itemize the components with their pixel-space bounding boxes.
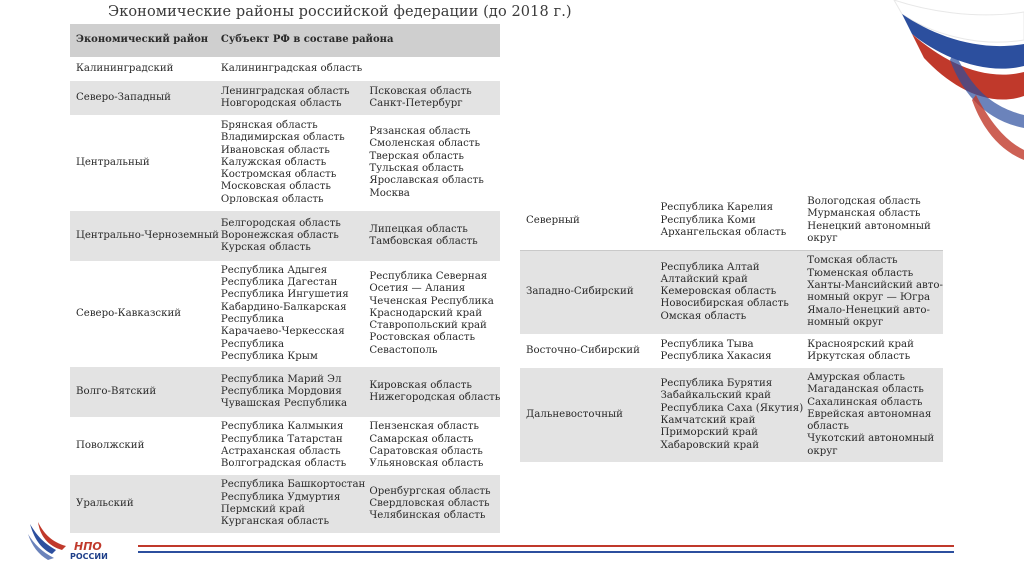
subject-name: Республика Алтай bbox=[660, 261, 760, 273]
left-table-body bbox=[70, 57, 500, 533]
subject-name: Республика Коми bbox=[660, 214, 756, 226]
subject-name: Кировская область bbox=[369, 379, 472, 391]
subject-name: Ленинградская область bbox=[220, 85, 350, 97]
subject-name: Тюменская область bbox=[807, 267, 914, 279]
region-subjects-b bbox=[365, 261, 500, 367]
region-name: Центрально-Черноземный bbox=[70, 211, 219, 261]
subject-name: Тверская область bbox=[369, 150, 464, 162]
region-name: Центральный bbox=[76, 156, 150, 168]
flag-ribbon-icon bbox=[854, 0, 1024, 170]
subject-name: округ bbox=[807, 445, 838, 457]
subject-name: Астраханская область bbox=[220, 446, 341, 457]
region-row bbox=[520, 368, 943, 462]
subject-name: Республика Калмыкия bbox=[220, 421, 344, 433]
subject-name: Республика Крым bbox=[220, 350, 318, 362]
region-name: Уральский bbox=[70, 475, 219, 533]
subject-name: Забайкальский край bbox=[660, 390, 771, 402]
subject-name: Орловская область bbox=[220, 193, 324, 205]
region-subjects-b bbox=[365, 367, 500, 417]
subject-name: Псковская область bbox=[369, 85, 472, 97]
subject-name: Ярославская область bbox=[369, 175, 484, 187]
subject-name: Амурская область bbox=[807, 371, 905, 383]
subject-name: Мурманская область bbox=[807, 208, 921, 220]
subject-name: Калининградская область bbox=[220, 62, 363, 74]
subject-name: Омская область bbox=[660, 310, 747, 322]
region-row bbox=[520, 250, 943, 334]
region-row bbox=[70, 115, 500, 211]
subject-name: Республика Марий Эл bbox=[220, 373, 342, 385]
subject-name: Республика Удмуртия bbox=[220, 491, 341, 503]
region-subjects-a bbox=[219, 261, 365, 367]
subject-name: Калужская область bbox=[220, 156, 327, 168]
subject-name: Республика Северная bbox=[369, 270, 488, 282]
region-subjects-a bbox=[219, 417, 365, 475]
region-name: Северный bbox=[526, 214, 580, 226]
region-name: Калининградский bbox=[76, 62, 174, 74]
region-name: Западно-Сибирский bbox=[520, 250, 658, 334]
subject-name: Рязанская область bbox=[369, 126, 471, 138]
subject-name: Сахалинская область bbox=[807, 396, 923, 408]
subject-name: Республика bbox=[220, 338, 285, 350]
subject-name: Чукотский автономный bbox=[807, 433, 935, 445]
region-subjects-a bbox=[219, 475, 365, 533]
region-subjects-a bbox=[219, 81, 365, 115]
region-name: Поволжский bbox=[76, 439, 145, 451]
subject-name: Республика Бурятия bbox=[660, 378, 773, 390]
subject-name: Смоленская область bbox=[369, 138, 481, 150]
subject-name: Челябинская область bbox=[369, 510, 486, 522]
subject-name: Свердловская область bbox=[369, 497, 490, 509]
subject-name: Тульская область bbox=[369, 163, 464, 174]
subject-name: номный округ — Югра bbox=[807, 292, 931, 304]
subject-name: Москва bbox=[369, 187, 410, 199]
region-name: Северо-Западный bbox=[70, 81, 219, 115]
subject-name: Республика Татарстан bbox=[220, 433, 343, 445]
subject-name: Кабардино-Балкарская bbox=[220, 301, 347, 313]
subject-name: Нижегородская область bbox=[369, 392, 501, 403]
subject-name: Алтайский край bbox=[660, 273, 748, 285]
subject-name: Брянская область bbox=[220, 119, 318, 131]
subject-name: Пензенская область bbox=[369, 421, 479, 433]
region-row bbox=[70, 211, 500, 261]
subject-name: Республика Башкортостан bbox=[220, 479, 366, 491]
subject-name: Костромская область bbox=[220, 169, 337, 181]
subject-name: Тамбовская область bbox=[369, 236, 478, 247]
subject-name: Воронежская область bbox=[220, 229, 339, 241]
subject-name: Санкт-Петербург bbox=[369, 98, 463, 109]
subject-name: Ульяновская область bbox=[369, 458, 484, 470]
subject-name: Иркутская область bbox=[807, 351, 911, 362]
region-row bbox=[70, 261, 500, 367]
subject-name: Осетия — Алания bbox=[369, 283, 466, 295]
subject-name: Курская область bbox=[220, 242, 311, 254]
subject-name: Приморский край bbox=[660, 427, 758, 439]
subject-name: Ямало-Ненецкий авто- bbox=[807, 304, 930, 316]
region-name: Дальневосточный bbox=[520, 368, 658, 462]
subject-name: область bbox=[807, 421, 849, 433]
region-subjects-b bbox=[803, 192, 943, 250]
subject-name: Владимирская область bbox=[220, 132, 345, 144]
subject-name: Еврейская автономная bbox=[807, 408, 932, 420]
subject-name: Республика bbox=[220, 314, 285, 325]
regions-table-left bbox=[70, 24, 500, 533]
subject-name: Ивановская область bbox=[220, 144, 330, 156]
subject-name: Кемеровская область bbox=[660, 286, 777, 298]
subject-name: Ханты-Мансийский авто- bbox=[807, 279, 943, 291]
subject-name: Республика Дагестан bbox=[220, 277, 338, 289]
subject-name: Ставропольский край bbox=[369, 320, 487, 332]
subject-name: Карачаево-Черкесская bbox=[220, 326, 345, 338]
region-subjects-a bbox=[658, 250, 803, 334]
region-subjects-a bbox=[219, 211, 365, 261]
subject-name: Курганская область bbox=[220, 516, 329, 528]
region-subjects-b bbox=[365, 115, 500, 211]
logo-text-russia: РОССИИ bbox=[70, 552, 108, 561]
region-row bbox=[70, 475, 500, 533]
subject-name: Архангельская область bbox=[660, 226, 787, 238]
subject-name: Волгоградская область bbox=[220, 458, 347, 470]
region-subjects-b bbox=[803, 334, 943, 368]
footer-blue-line bbox=[138, 551, 954, 553]
region-subjects-b bbox=[365, 57, 500, 81]
region-subjects-b bbox=[365, 81, 500, 115]
table-header-row bbox=[70, 24, 500, 57]
subject-name: Липецкая область bbox=[369, 223, 468, 235]
region-row bbox=[70, 367, 500, 417]
region-subjects-a bbox=[658, 192, 803, 250]
region-subjects-b bbox=[365, 475, 500, 533]
right-table-body bbox=[520, 192, 943, 462]
subject-name: Оренбургская область bbox=[369, 485, 491, 497]
region-subjects-a bbox=[219, 57, 365, 81]
region-row bbox=[70, 417, 500, 475]
region-row bbox=[70, 81, 500, 115]
subject-name: Самарская область bbox=[369, 433, 474, 445]
subject-name: Краснодарский край bbox=[369, 307, 482, 319]
region-subjects-b bbox=[365, 211, 500, 261]
header-subjects: Субъект РФ в составе района bbox=[219, 24, 500, 57]
table-title: Экономические районы российской федерации (до 2018 г.) bbox=[108, 4, 572, 20]
subject-name: Магаданская область bbox=[807, 384, 924, 396]
region-subjects-b bbox=[365, 417, 500, 475]
region-row bbox=[520, 192, 943, 250]
subject-name: Красноярский край bbox=[807, 338, 914, 350]
region-subjects-b bbox=[803, 368, 943, 462]
region-subjects-a bbox=[658, 334, 803, 368]
region-subjects-a bbox=[219, 367, 365, 417]
subject-name: Республика Мордовия bbox=[220, 385, 342, 397]
subject-name: Саратовская область bbox=[369, 446, 483, 457]
regions-table-right bbox=[520, 192, 943, 462]
subject-name: Ненецкий автономный bbox=[807, 220, 931, 232]
region-name: Волго-Вятский bbox=[70, 367, 219, 417]
logo-text-npo: НПО bbox=[74, 540, 102, 553]
subject-name: Республика Карелия bbox=[660, 202, 774, 214]
subject-name: Чувашская Республика bbox=[220, 398, 348, 410]
subject-name: Пермский край bbox=[220, 504, 305, 515]
subject-name: Вологодская область bbox=[807, 196, 921, 208]
subject-name: Московская область bbox=[220, 181, 331, 193]
region-subjects-b bbox=[803, 250, 943, 334]
subject-name: округ bbox=[807, 233, 838, 245]
subject-name: Хабаровский край bbox=[660, 439, 760, 451]
subject-name: Республика Саха (Якутия) bbox=[660, 402, 804, 414]
subject-name: Новгородская область bbox=[220, 98, 342, 109]
subject-name: номный округ bbox=[807, 316, 884, 328]
region-name: Северо-Кавказский bbox=[76, 307, 182, 319]
subject-name: Республика Ингушетия bbox=[220, 289, 349, 301]
subject-name: Республика Тыва bbox=[660, 338, 754, 350]
region-name: Восточно-Сибирский bbox=[526, 344, 640, 356]
region-row bbox=[70, 57, 500, 81]
npo-logo-icon bbox=[26, 520, 72, 562]
subject-name: Республика Хакасия bbox=[660, 351, 772, 362]
subject-name: Чеченская Республика bbox=[369, 295, 494, 307]
subject-name: Белгородская область bbox=[220, 217, 341, 229]
footer-red-line bbox=[138, 545, 954, 547]
subject-name: Томская область bbox=[807, 255, 898, 267]
region-subjects-a bbox=[658, 368, 803, 462]
header-region: Экономический район bbox=[70, 24, 219, 57]
subject-name: Ростовская область bbox=[369, 332, 476, 344]
subject-name: Севастополь bbox=[369, 344, 438, 356]
subject-name: Камчатский край bbox=[660, 415, 756, 426]
subject-name: Республика Адыгея bbox=[220, 264, 328, 276]
subject-name: Новосибирская область bbox=[660, 298, 789, 310]
region-subjects-a bbox=[219, 115, 365, 211]
region-row bbox=[520, 334, 943, 368]
